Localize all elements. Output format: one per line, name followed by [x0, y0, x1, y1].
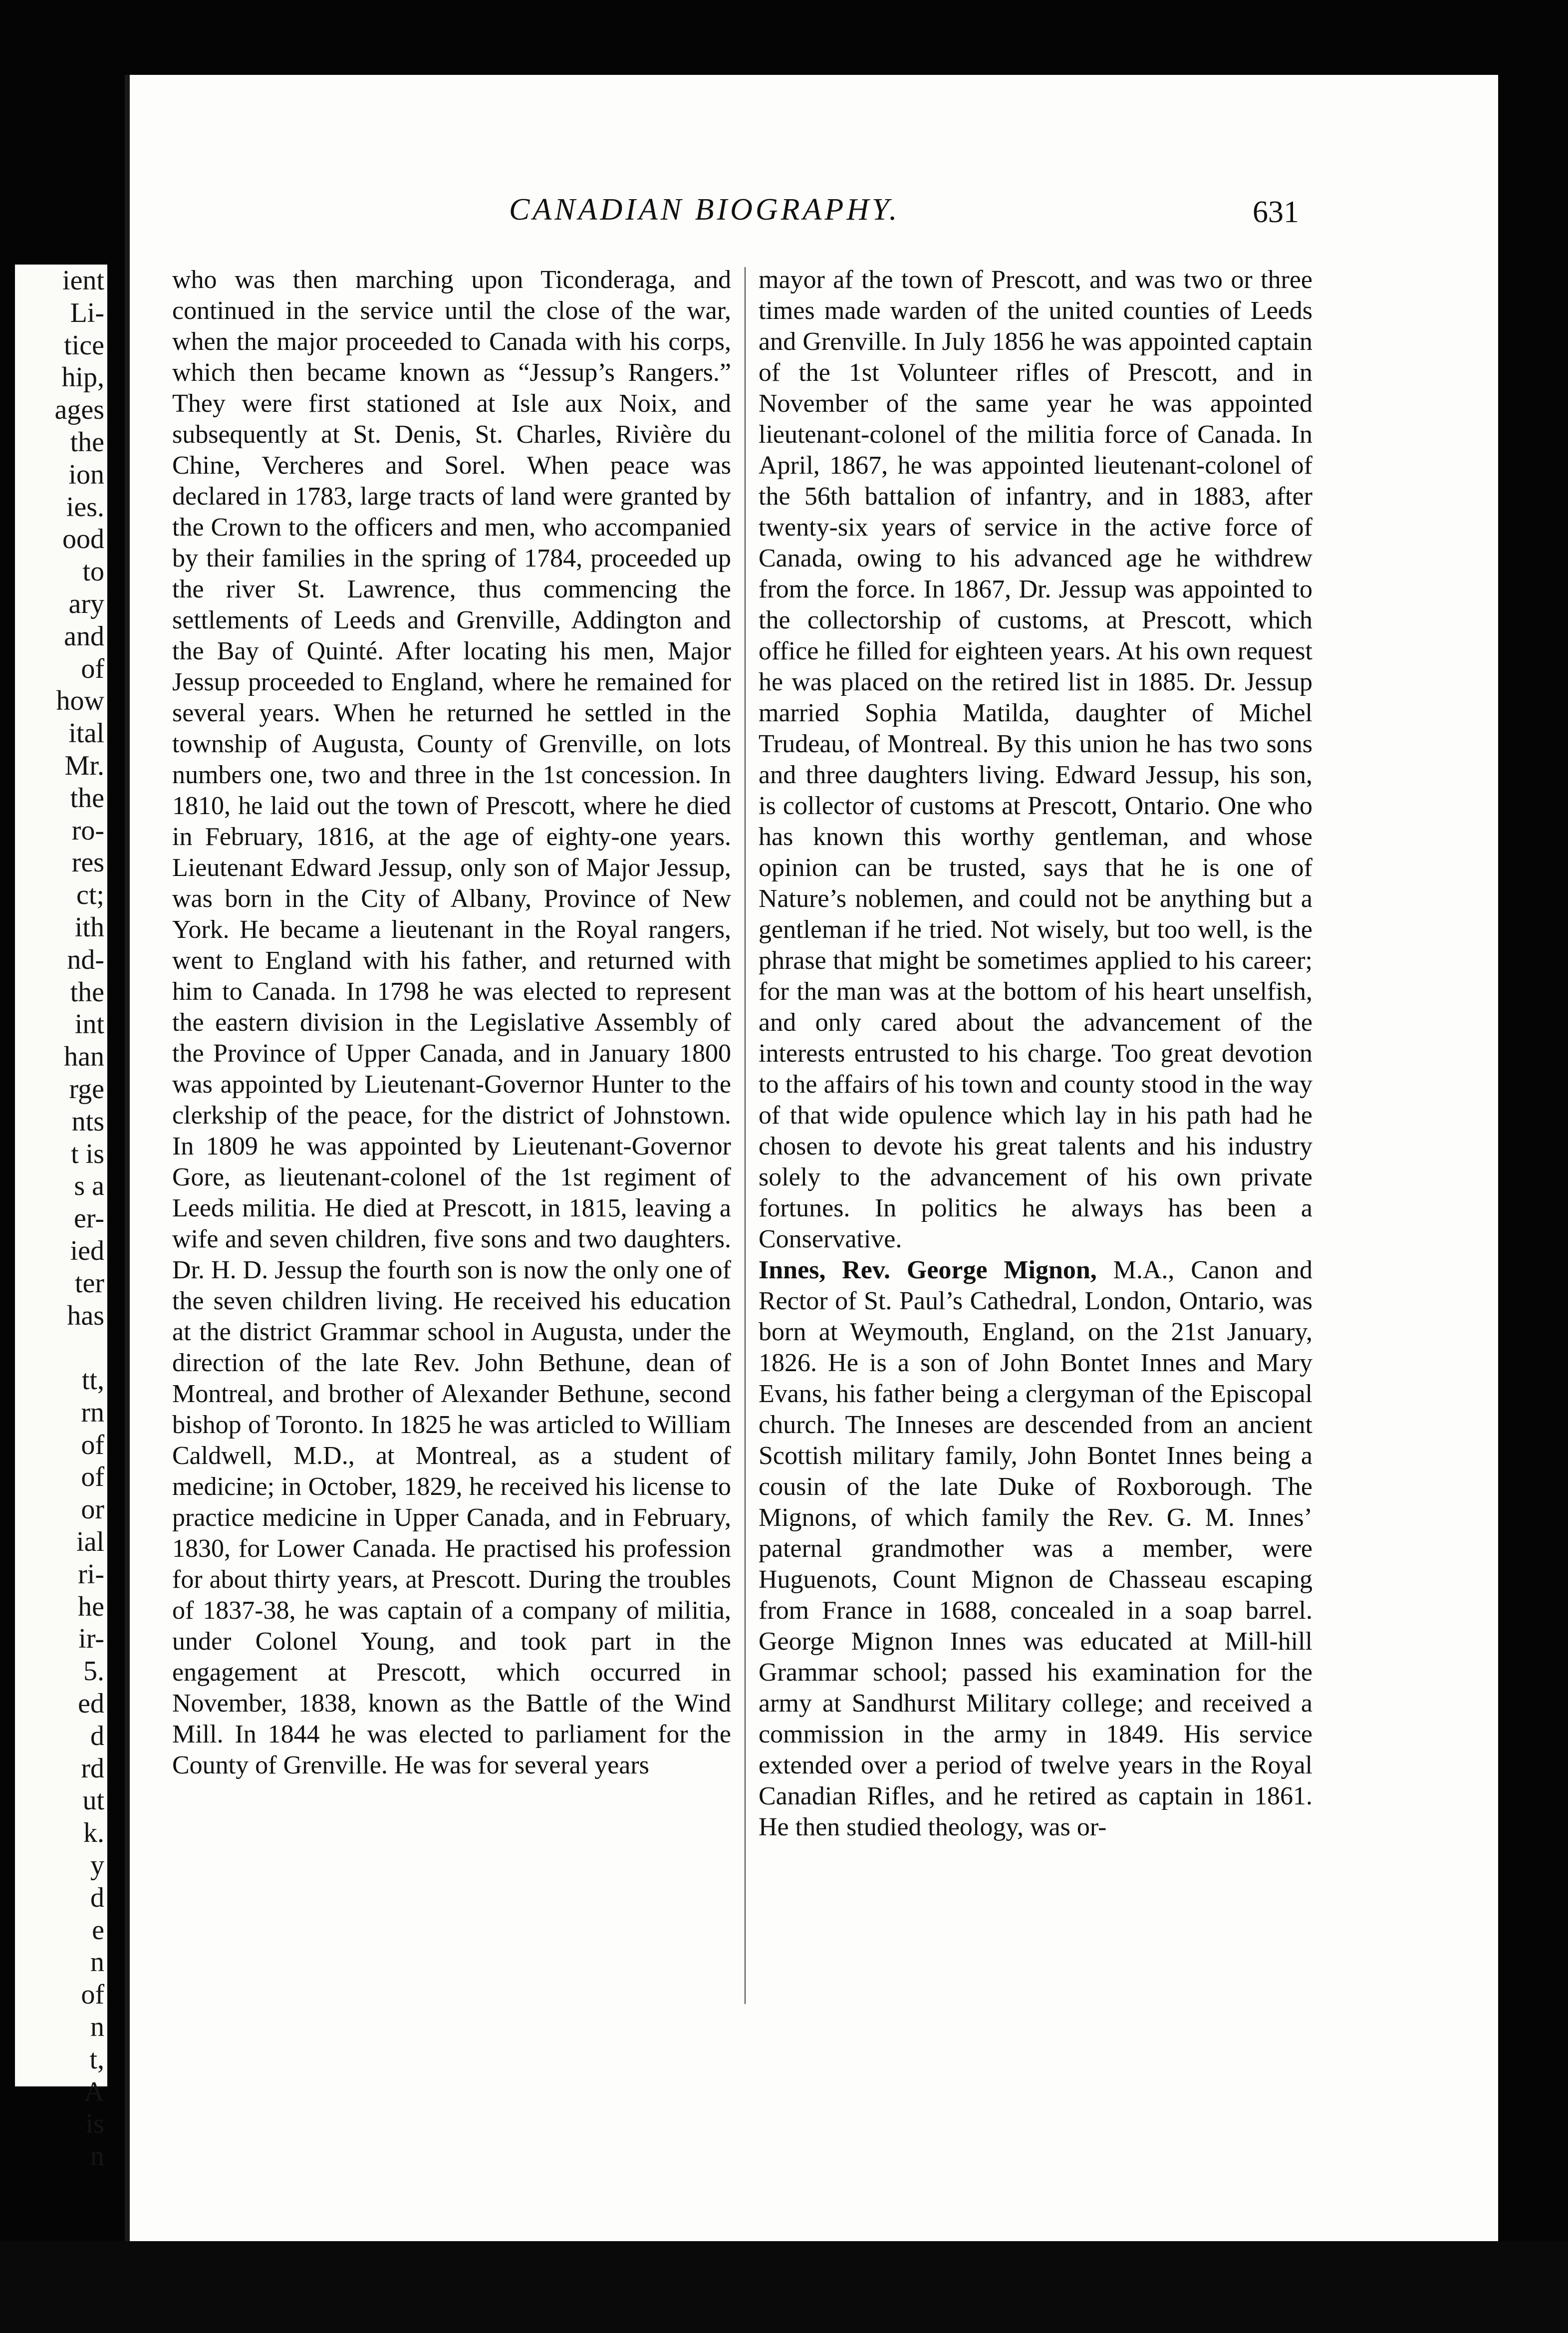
facing-page-fragment: ary — [68, 588, 104, 619]
column-divider — [745, 267, 746, 2004]
facing-page-fragment: s a — [74, 1170, 104, 1202]
left-column-text: who was then marching upon Ticonderaga, and continued in the service until the close of the war, when the major proceeded to Canada with his corps, which then became known as “Jessup’s Rangers.” They were first stationed at Isle aux Noix, and subsequently at St. Denis, St. Charles, Rivière du Chine, Vercheres and Sorel. When peace was declared in 1783, large tracts of land were granted by the Crown to the officers and men, who accompanied by their families in the spring of 1784, proceeded up the river St. Lawrence, thus commencing the settlements of Leeds and Grenville, Addington and the Bay of Quinté. After locating his men, Major Jessup proceeded to England, where he remained for several years. When he returned he settled in the township of Augusta, County of Grenville, on lots numbers one, two and three in the 1st concession. In 1810, he laid out the town of Prescott, where he died in February, 1816, at the age of eighty-one years. Lieutenant Edward Jessup, only son of Major Jessup, was born in the City of Albany, Province of New York. He became a lieutenant in the Royal rangers, went to England with his father, and returned with him to Canada. In 1798 he was elected to represent the eastern division in the Legislative Assembly of the Province of Upper Canada, and in January 1800 was appointed by Lieutenant-Governor Hunter to the clerkship of the peace, for the district of Johnstown. In 1809 he was appointed by Lieutenant-Governor Gore, as lieutenant-colonel of the 1st regiment of Leeds militia. He died at Prescott, in 1815, leaving a wife and seven children, five sons and two daughters. Dr. H. D. Jessup the fourth son is now the only one of the seven children living. He received his education at the district Grammar school in Augusta, under the direction of the late Rev. John Bethune, dean of Montreal, and brother of Alexander Bethune, second bishop of Toronto. In 1825 he was articled to William Caldwell, M.D., at Montreal, as a student of medicine; in October, 1829, he received his license to practice medicine in Upper Canada, and in February, 1830, for Lower Canada. He practised his profession for about thirty years, at Prescott. During the troubles of 1837-38, he was captain of a company of militia, under Colonel Young, and took part in the engagement at Prescott, which occurred in November, 1838, known as the Battle of the Wind Mill. In 1844 he was elected to parliament for the County of Grenville. He was for several years — [172, 266, 731, 1779]
facing-page-fragment: or — [81, 1494, 104, 1525]
facing-page-fragment: 5. — [83, 1656, 104, 1687]
facing-page-fragment: ages — [54, 394, 104, 426]
facing-page-fragment: e — [92, 1914, 104, 1946]
facing-page-edge — [15, 265, 107, 2172]
facing-page-fragment: ct; — [76, 879, 104, 911]
facing-page-fragment: ies. — [66, 491, 104, 523]
facing-page-fragment: Li- — [70, 297, 104, 328]
facing-page-fragment: the — [70, 426, 104, 458]
facing-page-fragment: hip, — [61, 362, 104, 393]
facing-page-fragment: of — [81, 1461, 104, 1493]
facing-page-fragment: ri- — [78, 1558, 104, 1590]
facing-page-fragment: tice — [64, 329, 104, 361]
facing-page-fragment: of — [81, 653, 104, 684]
facing-page-fragment: A — [84, 2076, 104, 2107]
facing-page-fragment: rge — [69, 1073, 104, 1105]
facing-page-fragment: how — [56, 685, 104, 717]
facing-page-fragment — [15, 1332, 107, 1364]
facing-page-fragment: ro- — [71, 815, 104, 846]
facing-page-fragment: d — [90, 1882, 104, 1913]
facing-page-fragment: d — [90, 1720, 104, 1751]
facing-page-fragment: ir- — [78, 1623, 104, 1655]
running-head: CANADIAN BIOGRAPHY. — [509, 193, 900, 227]
facing-page-fragment: of — [81, 1979, 104, 2011]
facing-page-fragment: the — [70, 976, 104, 1008]
facing-page-fragment: res — [71, 847, 104, 878]
facing-page-fragment: tt, — [81, 1365, 104, 1396]
right-column — [759, 265, 1312, 1843]
facing-page-fragment: y — [90, 1850, 104, 1881]
facing-page-fragment: the — [70, 782, 104, 814]
facing-page-fragment: han — [64, 1041, 104, 1073]
facing-page-fragment: int — [74, 1009, 104, 1040]
entry-text: M.A., Canon and Rector of St. Paul’s Cathedral, London, Ontario, was born at Weymouth, England, on the 21st January, 1826. He is a son of John Bontet Innes and Mary Evans, his father being a clergyman of the Episcopal church. The Inneses are descended from an ancient Scottish military family, John Bontet Innes being a cousin of the late Duke of Roxborough. The Mignons, of which family the Rev. G. M. Innes’ paternal grandmother was a member, were Huguenots, Count Mignon de Chasseau escaping from France in 1688, concealed in a soap barrel. George Mignon Innes was educated at Mill-hill Grammar school; passed his examination for the army at Sandhurst Military college; and received a commission in the army in 1849. His service extended over a period of twelve years in the Royal Canadian Rifles, and he retired as captain in 1861. He then studied theology, was or- — [759, 1256, 1312, 1841]
facing-page-fragment: rn — [81, 1397, 104, 1428]
left-column — [172, 265, 731, 1781]
facing-page-fragment: t is — [71, 1138, 104, 1169]
right-column-text: mayor af the town of Prescott, and was two or three times made warden of the united counties of Leeds and Grenville. In July 1856 he was appointed captain of the 1st Volunteer rifles of Prescott, and in November of the same year he was appointed lieutenant-colonel of the militia force of Canada. In April, 1867, he was appointed lieutenant-colonel of the 56th battalion of infantry, and in 1883, after twenty-six years of service in the active force of Canada, owing to his advanced age he withdrew from the force. In 1867, Dr. Jessup was appointed to the collectorship of customs, at Prescott, which office he filled for eighteen years. At his own request he was placed on the retired list in 1885. Dr. Jessup married Sophia Matilda, daughter of Michel Trudeau, of Montreal. By this union he has two sons and three daughters living. Edward Jessup, his son, is collector of customs at Prescott, Ontario. One who has known this worthy gentleman, and whose opinion can be trusted, says that he is one of Nature’s noblemen, and could not be anything but a gentleman if he tried. Not wisely, but too well, is the phrase that might be sometimes applied to his career; for the man was at the bottom of his heart unselfish, and only cared about the advancement of the interests entrusted to his charge. Too great devotion to the affairs of his town and county stood in the way of that wide opulence which lay in his path had he chosen to devote his great talents and his industry solely to the advancement of his own private fortunes. In politics he always has been a Conservative. — [759, 266, 1312, 1253]
facing-page-fragment: and — [64, 620, 104, 652]
facing-page-fragment: nts — [71, 1106, 104, 1137]
facing-page-fragment: n — [90, 1947, 104, 1978]
facing-page-fragment: ith — [74, 911, 104, 943]
facing-page-fragment: ter — [74, 1267, 104, 1299]
facing-page-fragment: rd — [81, 1752, 104, 1784]
facing-page-fragment: n — [90, 2141, 104, 2172]
facing-page-fragment: er- — [73, 1203, 104, 1234]
page-number: 631 — [1253, 195, 1299, 229]
entry-name: Innes, Rev. George Mignon, — [759, 1256, 1097, 1284]
facing-page-fragment: n — [90, 2012, 104, 2043]
facing-page-fragment: to — [82, 556, 104, 587]
facing-page-fragment: ut — [82, 1785, 104, 1816]
facing-page-fragment: he — [78, 1591, 104, 1622]
facing-page-fragment: t, — [89, 2043, 104, 2075]
facing-page-fragment: ient — [62, 265, 104, 296]
biography-entry — [759, 1255, 1312, 1843]
facing-page-fragment: ied — [70, 1235, 104, 1266]
scan-bottom-edge — [0, 2241, 1568, 2333]
facing-page-fragment: ion — [68, 459, 104, 490]
facing-page-fragment: k. — [83, 1817, 104, 1849]
facing-page-fragment: has — [67, 1300, 104, 1331]
facing-page-fragment: ood — [62, 524, 104, 555]
facing-page-fragment: ed — [78, 1688, 104, 1720]
facing-page-fragment: nd- — [67, 944, 104, 975]
facing-page-fragment: ial — [76, 1526, 104, 1558]
facing-page-fragment: Mr. — [64, 750, 104, 781]
facing-page-fragment: of — [81, 1429, 104, 1460]
facing-page-fragment: is — [85, 2108, 104, 2140]
facing-page-fragment: ital — [68, 718, 104, 749]
